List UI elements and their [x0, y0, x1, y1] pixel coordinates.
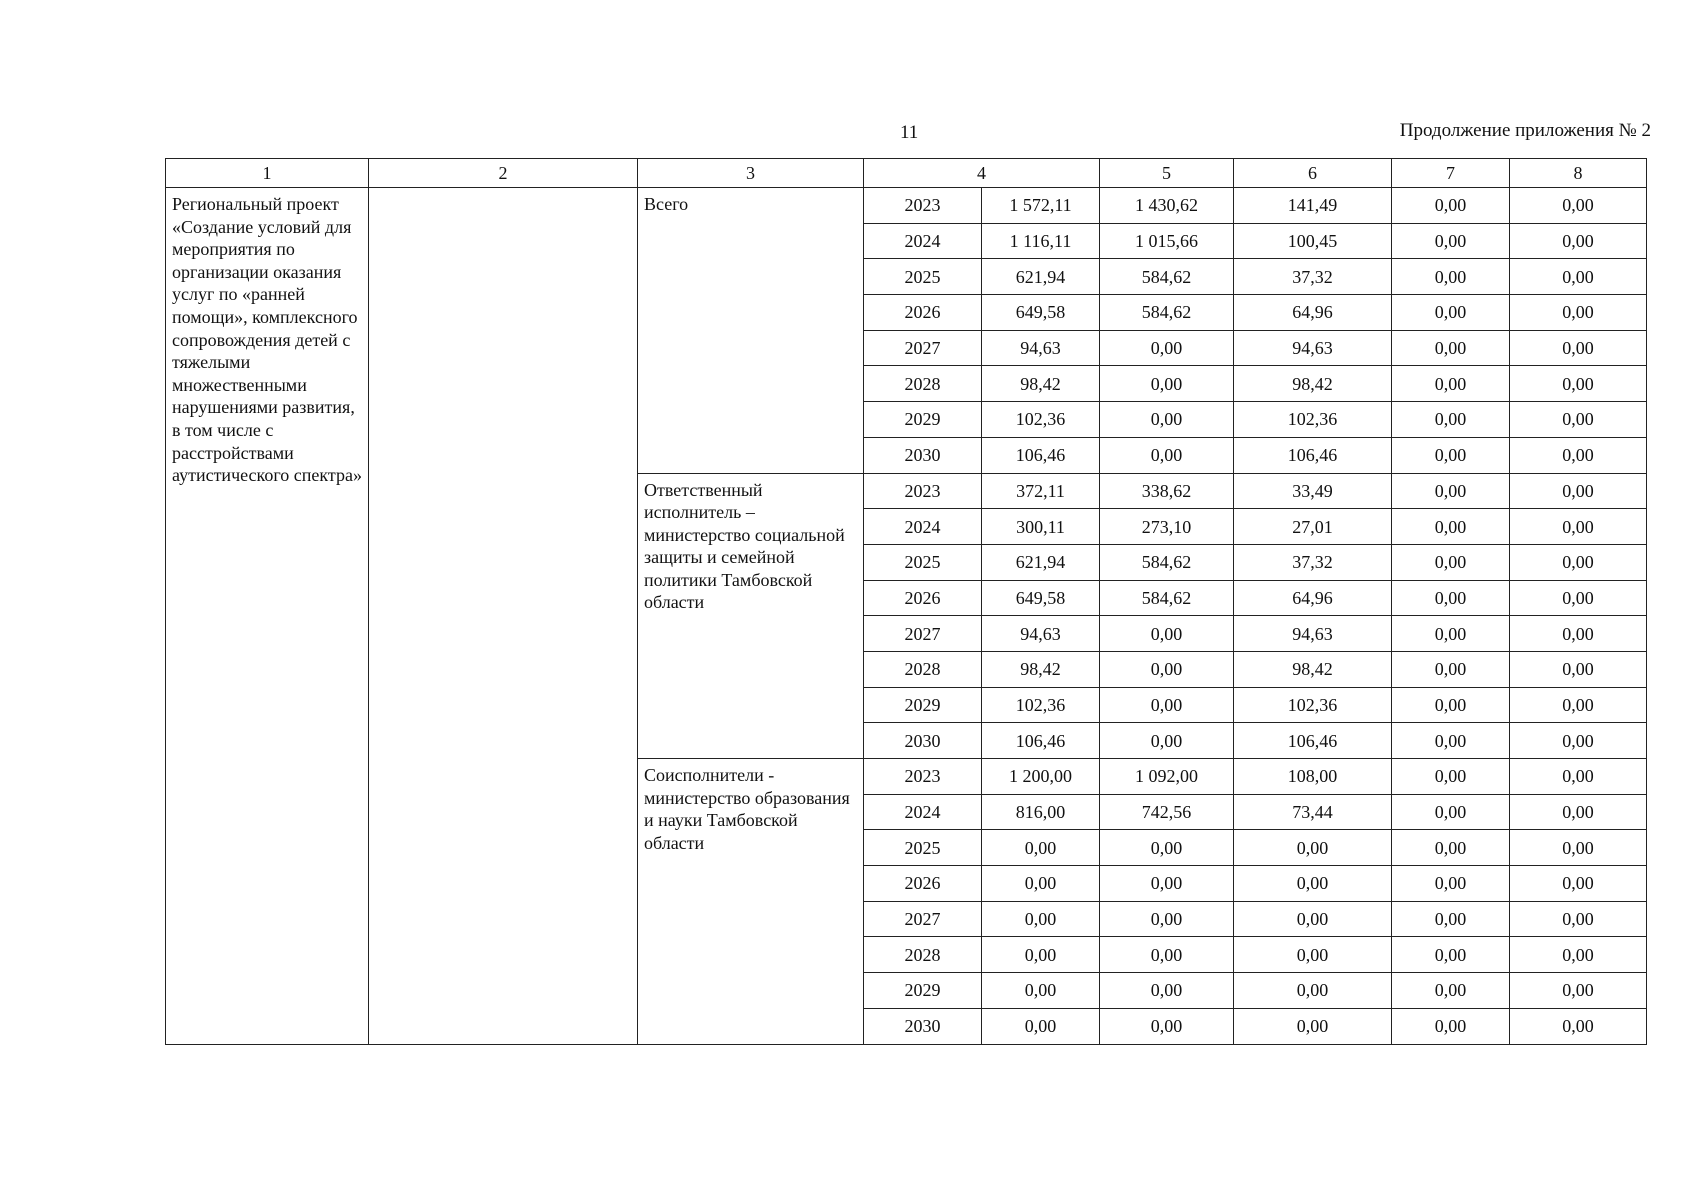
- regional-amount-cell: 141,49: [1234, 188, 1392, 224]
- federal-amount-cell: 1 015,66: [1100, 223, 1234, 259]
- year-cell: 2027: [864, 616, 982, 652]
- other-amount-cell: 0,00: [1510, 687, 1647, 723]
- regional-amount-cell: 0,00: [1234, 973, 1392, 1009]
- other-amount-cell: 0,00: [1510, 973, 1647, 1009]
- year-cell: 2029: [864, 973, 982, 1009]
- regional-amount-cell: 0,00: [1234, 830, 1392, 866]
- federal-amount-cell: 0,00: [1100, 330, 1234, 366]
- regional-amount-cell: 102,36: [1234, 687, 1392, 723]
- local-amount-cell: 0,00: [1392, 1008, 1510, 1044]
- total-amount-cell: 649,58: [982, 295, 1100, 331]
- year-cell: 2028: [864, 937, 982, 973]
- other-amount-cell: 0,00: [1510, 188, 1647, 224]
- regional-amount-cell: 37,32: [1234, 544, 1392, 580]
- other-amount-cell: 0,00: [1510, 509, 1647, 545]
- federal-amount-cell: 584,62: [1100, 295, 1234, 331]
- year-cell: 2030: [864, 1008, 982, 1044]
- local-amount-cell: 0,00: [1392, 794, 1510, 830]
- total-amount-cell: 102,36: [982, 687, 1100, 723]
- local-amount-cell: 0,00: [1392, 830, 1510, 866]
- year-cell: 2025: [864, 259, 982, 295]
- total-amount-cell: 102,36: [982, 402, 1100, 438]
- executor-cell: Всего: [638, 188, 864, 474]
- year-cell: 2023: [864, 188, 982, 224]
- year-cell: 2026: [864, 580, 982, 616]
- federal-amount-cell: 0,00: [1100, 402, 1234, 438]
- total-amount-cell: 372,11: [982, 473, 1100, 509]
- total-amount-cell: 0,00: [982, 830, 1100, 866]
- federal-amount-cell: 0,00: [1100, 866, 1234, 902]
- budget-table: [165, 158, 1647, 1045]
- year-cell: 2030: [864, 437, 982, 473]
- total-amount-cell: 98,42: [982, 366, 1100, 402]
- executor-cell: Соисполнители - министерство образования и науки Тамбовской области: [638, 759, 864, 1045]
- local-amount-cell: 0,00: [1392, 901, 1510, 937]
- federal-amount-cell: 0,00: [1100, 973, 1234, 1009]
- local-amount-cell: 0,00: [1392, 402, 1510, 438]
- federal-amount-cell: 1 092,00: [1100, 759, 1234, 795]
- regional-amount-cell: 94,63: [1234, 330, 1392, 366]
- other-amount-cell: 0,00: [1510, 473, 1647, 509]
- local-amount-cell: 0,00: [1392, 544, 1510, 580]
- column-2-cell: [369, 188, 638, 1045]
- year-cell: 2026: [864, 295, 982, 331]
- regional-amount-cell: 102,36: [1234, 402, 1392, 438]
- year-cell: 2029: [864, 687, 982, 723]
- total-amount-cell: 106,46: [982, 437, 1100, 473]
- total-amount-cell: 0,00: [982, 901, 1100, 937]
- federal-amount-cell: 0,00: [1100, 687, 1234, 723]
- other-amount-cell: 0,00: [1510, 330, 1647, 366]
- other-amount-cell: 0,00: [1510, 937, 1647, 973]
- total-amount-cell: 0,00: [982, 866, 1100, 902]
- federal-amount-cell: 0,00: [1100, 723, 1234, 759]
- year-cell: 2028: [864, 366, 982, 402]
- total-amount-cell: 1 200,00: [982, 759, 1100, 795]
- executor-cell: Ответственный исполнитель – министерство социальной защиты и семейной политики Тамбовской области: [638, 473, 864, 759]
- total-amount-cell: 816,00: [982, 794, 1100, 830]
- total-amount-cell: 0,00: [982, 973, 1100, 1009]
- column-number-5: 5: [1100, 159, 1234, 188]
- regional-amount-cell: 64,96: [1234, 295, 1392, 331]
- local-amount-cell: 0,00: [1392, 223, 1510, 259]
- local-amount-cell: 0,00: [1392, 366, 1510, 402]
- total-amount-cell: 94,63: [982, 616, 1100, 652]
- total-amount-cell: 0,00: [982, 1008, 1100, 1044]
- other-amount-cell: 0,00: [1510, 616, 1647, 652]
- total-amount-cell: 106,46: [982, 723, 1100, 759]
- other-amount-cell: 0,00: [1510, 544, 1647, 580]
- federal-amount-cell: 0,00: [1100, 937, 1234, 973]
- regional-amount-cell: 100,45: [1234, 223, 1392, 259]
- regional-amount-cell: 27,01: [1234, 509, 1392, 545]
- local-amount-cell: 0,00: [1392, 188, 1510, 224]
- total-amount-cell: 649,58: [982, 580, 1100, 616]
- column-number-3: 3: [638, 159, 864, 188]
- year-cell: 2028: [864, 651, 982, 687]
- column-number-row: [166, 159, 1647, 188]
- total-amount-cell: 621,94: [982, 259, 1100, 295]
- column-number-1: 1: [166, 159, 369, 188]
- local-amount-cell: 0,00: [1392, 330, 1510, 366]
- local-amount-cell: 0,00: [1392, 473, 1510, 509]
- total-amount-cell: 1 116,11: [982, 223, 1100, 259]
- local-amount-cell: 0,00: [1392, 616, 1510, 652]
- federal-amount-cell: 0,00: [1100, 1008, 1234, 1044]
- regional-amount-cell: 0,00: [1234, 901, 1392, 937]
- federal-amount-cell: 0,00: [1100, 651, 1234, 687]
- year-cell: 2030: [864, 723, 982, 759]
- year-cell: 2027: [864, 330, 982, 366]
- year-cell: 2023: [864, 473, 982, 509]
- other-amount-cell: 0,00: [1510, 223, 1647, 259]
- federal-amount-cell: 584,62: [1100, 259, 1234, 295]
- local-amount-cell: 0,00: [1392, 973, 1510, 1009]
- column-number-6: 6: [1234, 159, 1392, 188]
- year-cell: 2025: [864, 830, 982, 866]
- other-amount-cell: 0,00: [1510, 1008, 1647, 1044]
- federal-amount-cell: 584,62: [1100, 580, 1234, 616]
- local-amount-cell: 0,00: [1392, 509, 1510, 545]
- year-cell: 2029: [864, 402, 982, 438]
- year-cell: 2023: [864, 759, 982, 795]
- other-amount-cell: 0,00: [1510, 651, 1647, 687]
- table-body: [166, 159, 1647, 1045]
- regional-amount-cell: 106,46: [1234, 437, 1392, 473]
- regional-amount-cell: 0,00: [1234, 937, 1392, 973]
- local-amount-cell: 0,00: [1392, 651, 1510, 687]
- local-amount-cell: 0,00: [1392, 937, 1510, 973]
- regional-amount-cell: 37,32: [1234, 259, 1392, 295]
- year-cell: 2024: [864, 509, 982, 545]
- year-cell: 2025: [864, 544, 982, 580]
- year-cell: 2026: [864, 866, 982, 902]
- federal-amount-cell: 0,00: [1100, 366, 1234, 402]
- regional-amount-cell: 64,96: [1234, 580, 1392, 616]
- page-number: 11: [900, 122, 919, 143]
- local-amount-cell: 0,00: [1392, 759, 1510, 795]
- total-amount-cell: 94,63: [982, 330, 1100, 366]
- local-amount-cell: 0,00: [1392, 437, 1510, 473]
- year-cell: 2024: [864, 794, 982, 830]
- local-amount-cell: 0,00: [1392, 580, 1510, 616]
- federal-amount-cell: 742,56: [1100, 794, 1234, 830]
- other-amount-cell: 0,00: [1510, 723, 1647, 759]
- regional-amount-cell: 0,00: [1234, 1008, 1392, 1044]
- other-amount-cell: 0,00: [1510, 437, 1647, 473]
- other-amount-cell: 0,00: [1510, 830, 1647, 866]
- regional-amount-cell: 0,00: [1234, 866, 1392, 902]
- year-cell: 2024: [864, 223, 982, 259]
- federal-amount-cell: 273,10: [1100, 509, 1234, 545]
- total-amount-cell: 0,00: [982, 937, 1100, 973]
- project-name-cell: Региональный проект «Создание условий для мероприятия по организации оказания услуг по «ранней помощи», комплексного сопровождения детей с тяжелыми множественными нарушениями развития, в том числе с расстройствами аутистического спектра»: [166, 188, 369, 1045]
- federal-amount-cell: 584,62: [1100, 544, 1234, 580]
- federal-amount-cell: 0,00: [1100, 437, 1234, 473]
- regional-amount-cell: 106,46: [1234, 723, 1392, 759]
- regional-amount-cell: 94,63: [1234, 616, 1392, 652]
- other-amount-cell: 0,00: [1510, 402, 1647, 438]
- local-amount-cell: 0,00: [1392, 295, 1510, 331]
- total-amount-cell: 1 572,11: [982, 188, 1100, 224]
- other-amount-cell: 0,00: [1510, 295, 1647, 331]
- federal-amount-cell: 338,62: [1100, 473, 1234, 509]
- other-amount-cell: 0,00: [1510, 901, 1647, 937]
- total-amount-cell: 621,94: [982, 544, 1100, 580]
- federal-amount-cell: 1 430,62: [1100, 188, 1234, 224]
- local-amount-cell: 0,00: [1392, 259, 1510, 295]
- total-amount-cell: 300,11: [982, 509, 1100, 545]
- other-amount-cell: 0,00: [1510, 866, 1647, 902]
- other-amount-cell: 0,00: [1510, 794, 1647, 830]
- local-amount-cell: 0,00: [1392, 723, 1510, 759]
- year-cell: 2027: [864, 901, 982, 937]
- other-amount-cell: 0,00: [1510, 259, 1647, 295]
- column-number-2: 2: [369, 159, 638, 188]
- column-number-7: 7: [1392, 159, 1510, 188]
- column-number-4: 4: [864, 159, 1100, 188]
- regional-amount-cell: 33,49: [1234, 473, 1392, 509]
- other-amount-cell: 0,00: [1510, 759, 1647, 795]
- other-amount-cell: 0,00: [1510, 366, 1647, 402]
- appendix-continuation-note: Продолжение приложения № 2: [1399, 120, 1651, 141]
- federal-amount-cell: 0,00: [1100, 616, 1234, 652]
- regional-amount-cell: 98,42: [1234, 651, 1392, 687]
- other-amount-cell: 0,00: [1510, 580, 1647, 616]
- local-amount-cell: 0,00: [1392, 687, 1510, 723]
- total-amount-cell: 98,42: [982, 651, 1100, 687]
- regional-amount-cell: 73,44: [1234, 794, 1392, 830]
- local-amount-cell: 0,00: [1392, 866, 1510, 902]
- federal-amount-cell: 0,00: [1100, 830, 1234, 866]
- table-row: [166, 188, 1647, 224]
- regional-amount-cell: 98,42: [1234, 366, 1392, 402]
- federal-amount-cell: 0,00: [1100, 901, 1234, 937]
- column-number-8: 8: [1510, 159, 1647, 188]
- regional-amount-cell: 108,00: [1234, 759, 1392, 795]
